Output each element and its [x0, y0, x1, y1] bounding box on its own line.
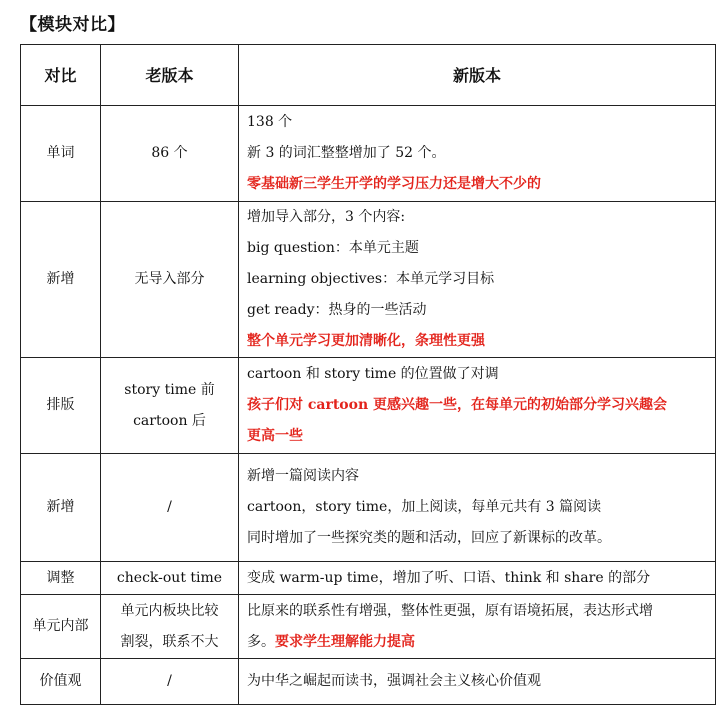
new-line: big question：本单元主题 [247, 240, 419, 256]
table-row [21, 562, 716, 595]
new-line: 同时增加了一些探究类的题和活动，回应了新课标的改革。 [247, 530, 611, 546]
table-row [21, 595, 716, 659]
highlight-line: 零基础新三学生开学的学习压力还是增大不少的 [247, 176, 541, 192]
old-version-cell [101, 358, 239, 454]
new-line: 为中华之崛起而读书，强调社会主义核心价值观 [247, 673, 541, 689]
header-compare: 对比 [21, 45, 101, 106]
module-comparison-table [20, 44, 716, 705]
table-row [21, 358, 716, 454]
new-line: 138 个 [247, 114, 293, 130]
row-label: 单词 [21, 106, 101, 202]
new-line: 比原来的联系性有增强，整体性更强，原有语境拓展，表达形式增 [247, 602, 653, 619]
old-line: / [167, 673, 172, 689]
row-label: 排版 [21, 358, 101, 454]
new-line: 变成 warm-up time，增加了听、口语、think 和 share 的部分 [247, 569, 651, 586]
old-version-cell [101, 106, 239, 202]
new-version-cell [239, 106, 716, 202]
old-line: 割裂，联系不大 [120, 633, 219, 650]
table-row [21, 659, 716, 705]
row-label: 新增 [21, 202, 101, 358]
row-label: 单元内部 [21, 595, 101, 659]
new-version-cell [239, 454, 716, 562]
table-row [21, 202, 716, 358]
old-line: 86 个 [151, 145, 188, 161]
old-line: 无导入部分 [134, 271, 205, 287]
header-new-version: 新版本 [239, 45, 716, 106]
old-line: / [167, 499, 172, 515]
old-version-cell [101, 595, 239, 659]
new-line: 新 3 的词汇整整增加了 52 个。 [247, 145, 446, 161]
highlight-line: 孩子们对 cartoon 更感兴趣一些，在每单元的初始部分学习兴趣会 [247, 397, 668, 413]
header-old-version: 老版本 [101, 45, 239, 106]
row-label: 价值观 [21, 659, 101, 705]
highlight-line: 整个单元学习更加清晰化，条理性更强 [247, 333, 485, 349]
new-version-cell [239, 595, 716, 659]
old-version-cell [101, 454, 239, 562]
highlight-line: 更高一些 [247, 428, 303, 444]
row-label: 新增 [21, 454, 101, 562]
table-row [21, 106, 716, 202]
old-version-cell [101, 562, 239, 595]
new-line-with-highlight [247, 627, 707, 658]
old-version-cell [101, 659, 239, 705]
new-line: cartoon，story time，加上阅读，每单元共有 3 篇阅读 [247, 499, 602, 515]
new-line: 增加导入部分，3 个内容: [247, 209, 406, 225]
old-line: 单元内板块比较 [120, 602, 219, 619]
new-version-cell [239, 358, 716, 454]
new-line: get ready：热身的一些活动 [247, 302, 427, 318]
new-line: 新增一篇阅读内容 [247, 468, 359, 484]
table-row [21, 454, 716, 562]
old-line: cartoon 后 [133, 412, 206, 429]
old-line: story time 前 [124, 381, 215, 398]
old-line: check-out time [116, 569, 223, 586]
new-version-cell [239, 659, 716, 705]
document-title: 【模块对比】 [20, 15, 125, 35]
new-line: learning objectives：本单元学习目标 [247, 271, 495, 287]
row-label: 调整 [21, 562, 101, 595]
new-line: cartoon 和 story time 的位置做了对调 [247, 366, 499, 382]
new-version-cell [239, 202, 716, 358]
new-line-text: 多。 [247, 633, 275, 650]
table-header-row [21, 45, 716, 106]
old-version-cell [101, 202, 239, 358]
new-version-cell [239, 562, 716, 595]
highlight-text: 要求学生理解能力提高 [275, 633, 415, 650]
